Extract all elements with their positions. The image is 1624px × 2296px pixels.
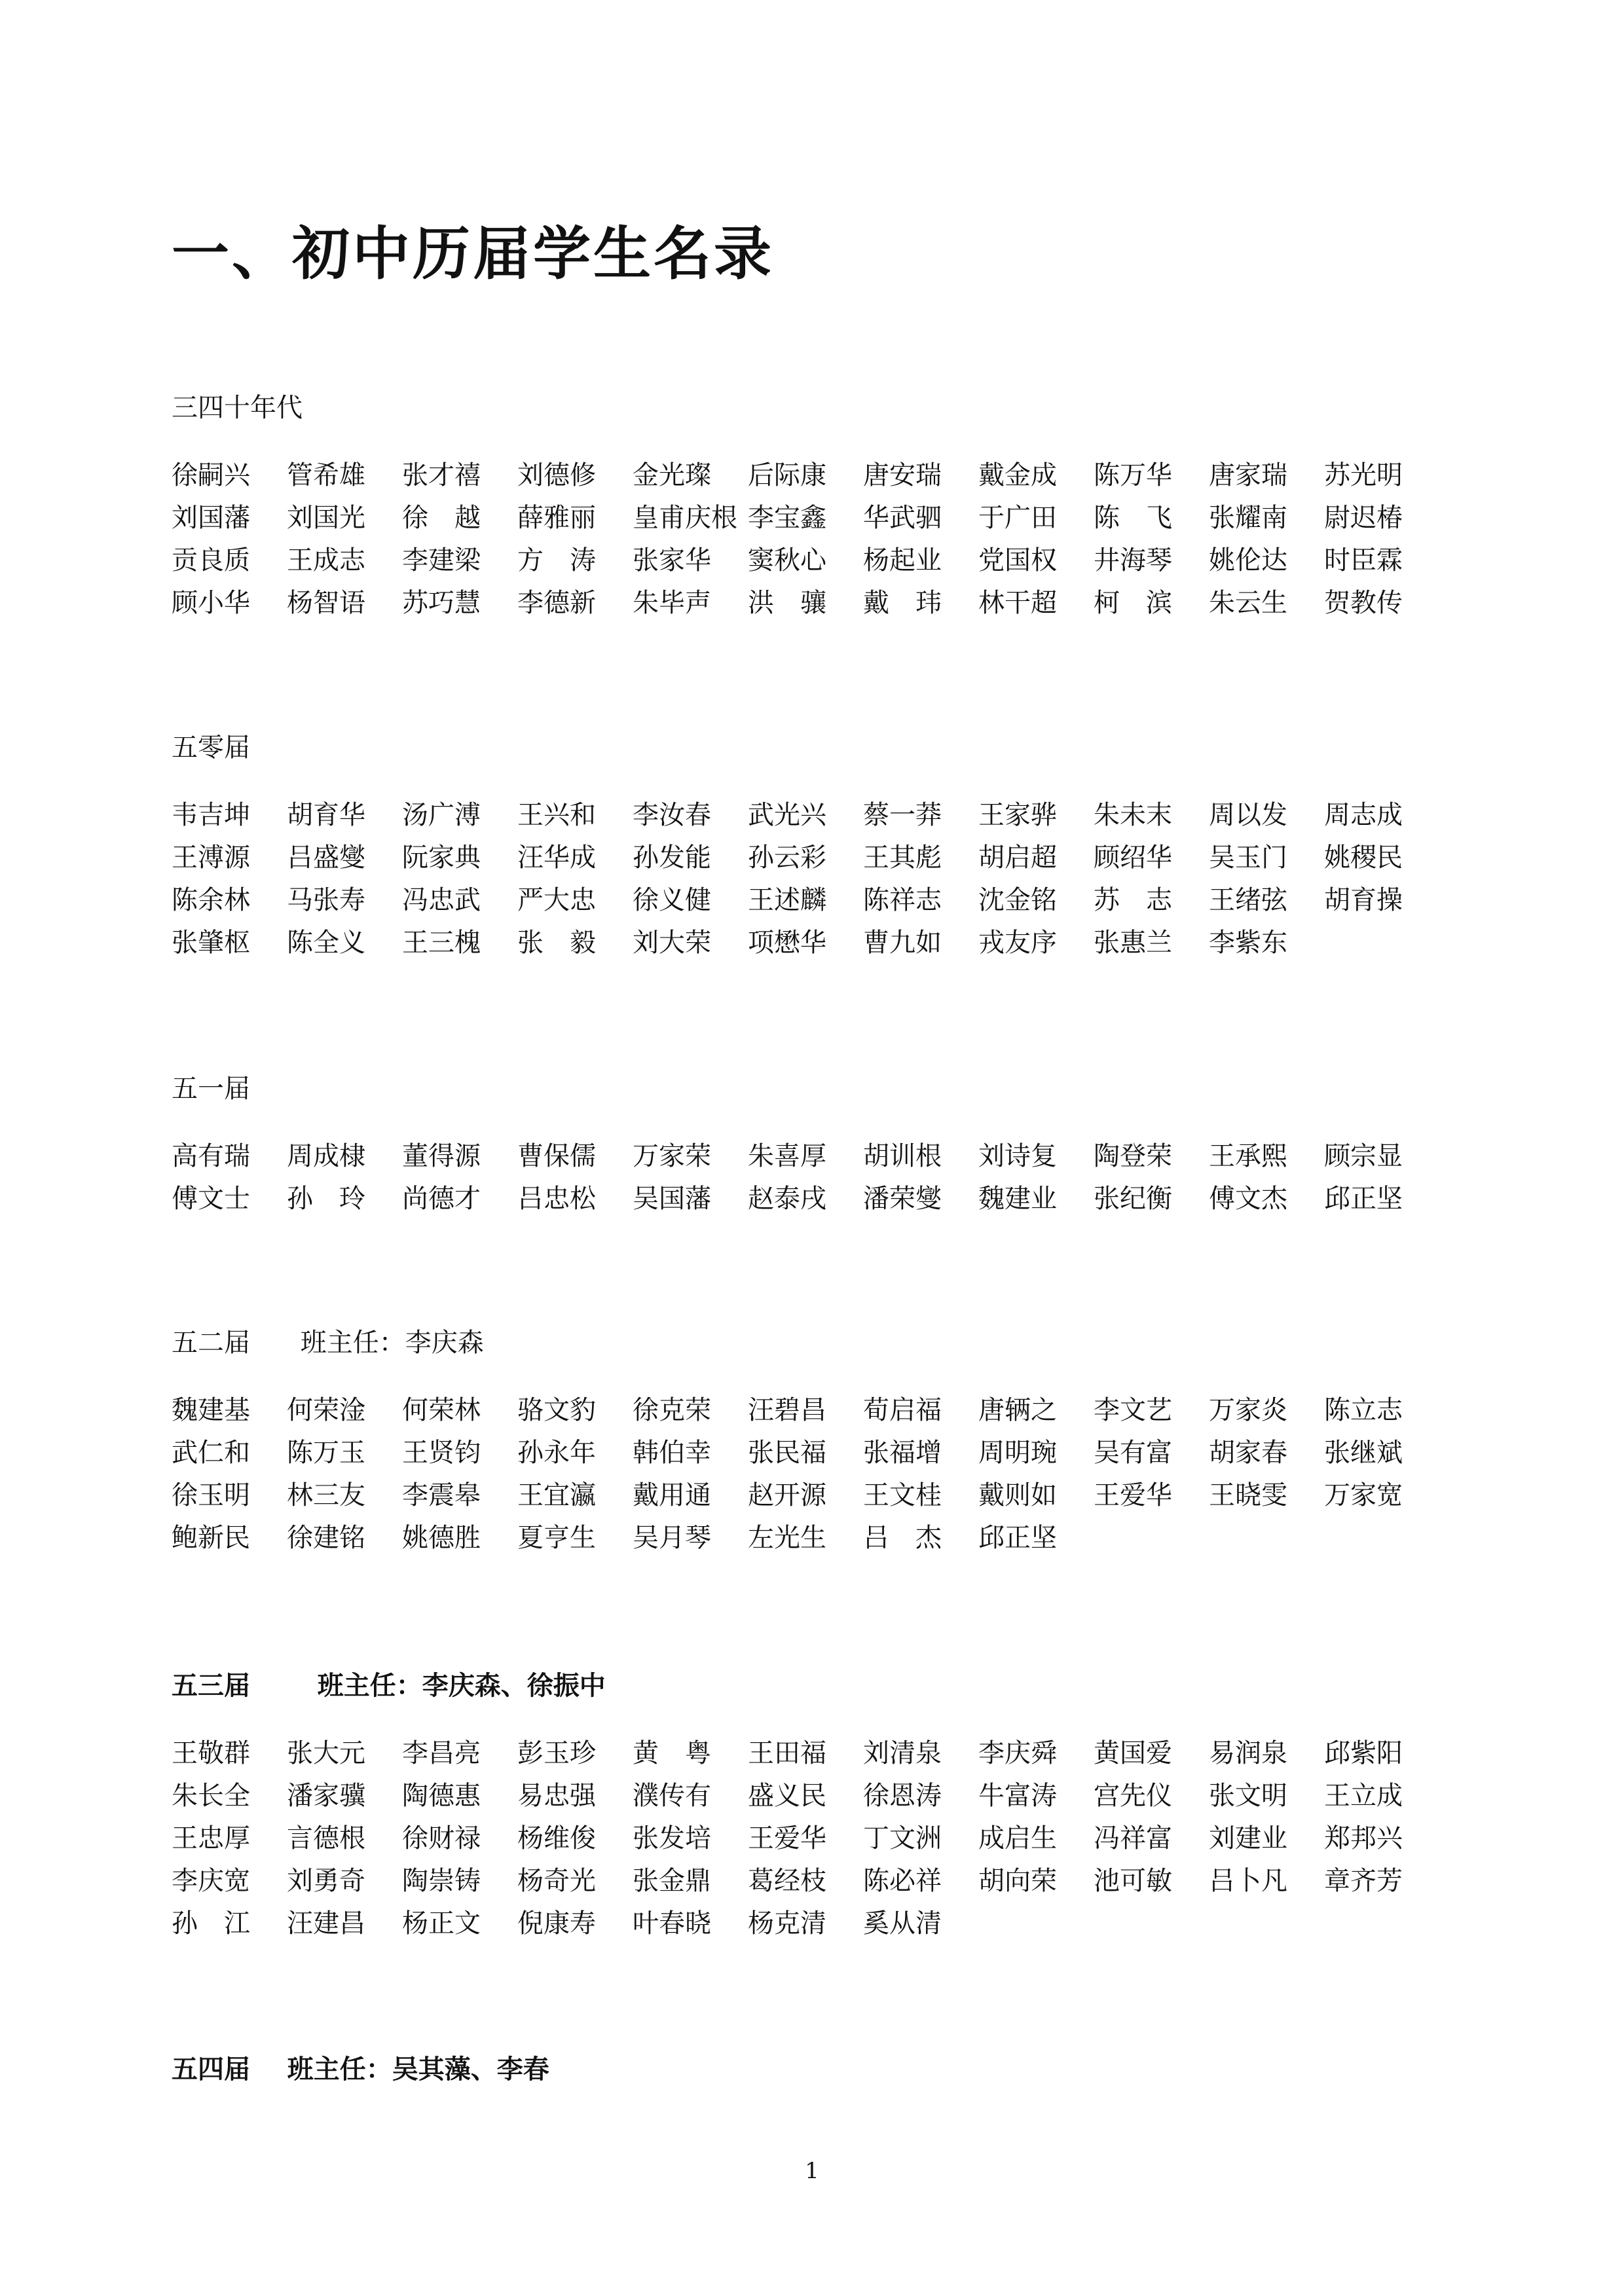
student-name: 吕盛燮 xyxy=(287,843,365,873)
student-name: 窦秋心 xyxy=(748,545,826,575)
student-name: 王三槐 xyxy=(402,928,481,958)
student-name: 陈祥志 xyxy=(863,885,942,915)
student-name: 贡良质 xyxy=(172,545,250,575)
student-name: 赵开源 xyxy=(748,1480,826,1510)
student-name: 张才禧 xyxy=(402,460,481,490)
student-name: 鲍新民 xyxy=(172,1523,250,1553)
section-1940s xyxy=(172,392,1481,625)
student-name: 张继斌 xyxy=(1324,1438,1403,1468)
student-name: 柯 滨 xyxy=(1094,588,1172,618)
student-name: 李庆宽 xyxy=(172,1866,250,1896)
student-name: 徐嗣兴 xyxy=(172,460,250,490)
student-name: 彭玉珍 xyxy=(517,1738,596,1768)
student-name: 戴则如 xyxy=(978,1480,1057,1510)
student-name: 徐恩涛 xyxy=(863,1781,942,1811)
student-name: 后际康 xyxy=(748,460,826,490)
student-name: 胡向荣 xyxy=(978,1866,1057,1896)
section-period: 五二届 xyxy=(172,1328,250,1358)
student-name: 冯祥富 xyxy=(1094,1823,1172,1853)
student-name: 高有瑞 xyxy=(172,1141,250,1171)
student-name: 徐建铭 xyxy=(287,1523,365,1553)
student-name: 章齐芳 xyxy=(1324,1866,1403,1896)
section-heading xyxy=(172,392,1481,424)
student-name: 傅文士 xyxy=(172,1184,250,1214)
student-name: 张民福 xyxy=(748,1438,826,1468)
student-name: 王述麟 xyxy=(748,885,826,915)
student-name: 丁文洲 xyxy=(863,1823,942,1853)
student-name: 薛雅丽 xyxy=(517,503,596,533)
student-name: 党国权 xyxy=(978,545,1057,575)
section-period: 五零届 xyxy=(172,733,250,763)
student-name: 尚德才 xyxy=(402,1184,481,1214)
student-name: 胡训根 xyxy=(863,1141,942,1171)
student-name: 杨克清 xyxy=(748,1908,826,1939)
student-list xyxy=(172,454,1481,625)
student-name: 金光璨 xyxy=(633,460,711,490)
section-1952 xyxy=(172,1326,1481,1559)
student-name: 易忠强 xyxy=(517,1781,596,1811)
student-name: 骆文豹 xyxy=(517,1395,596,1425)
student-name: 汪碧昌 xyxy=(748,1395,826,1425)
student-name: 李德新 xyxy=(517,588,596,618)
section-period: 五一届 xyxy=(172,1074,250,1104)
student-name: 郑邦兴 xyxy=(1324,1823,1403,1853)
student-name: 左光生 xyxy=(748,1523,826,1553)
student-name: 万家宽 xyxy=(1324,1480,1403,1510)
student-name: 贺教传 xyxy=(1324,588,1403,618)
student-name: 方 涛 xyxy=(517,545,596,575)
student-name: 林干超 xyxy=(978,588,1057,618)
student-name: 杨正文 xyxy=(402,1908,481,1939)
student-name: 姚德胜 xyxy=(402,1523,481,1553)
student-name: 王爱华 xyxy=(748,1823,826,1853)
student-name: 尉迟椿 xyxy=(1324,503,1403,533)
section-heading xyxy=(172,1326,1481,1359)
student-name: 牛富涛 xyxy=(978,1781,1057,1811)
student-name: 张肇枢 xyxy=(172,928,250,958)
student-name: 张文明 xyxy=(1209,1781,1287,1811)
student-name: 苏光明 xyxy=(1324,460,1403,490)
student-name: 张惠兰 xyxy=(1094,928,1172,958)
student-name: 王家骅 xyxy=(978,800,1057,830)
student-name: 杨奇光 xyxy=(517,1866,596,1896)
student-name: 宫先仪 xyxy=(1094,1781,1172,1811)
student-name: 顾小华 xyxy=(172,588,250,618)
student-name: 濮传有 xyxy=(633,1781,711,1811)
section-1951 xyxy=(172,1072,1481,1220)
student-name: 李建梁 xyxy=(402,545,481,575)
student-name: 叶春晓 xyxy=(633,1908,711,1939)
student-name: 李震皋 xyxy=(402,1480,481,1510)
student-name: 易润泉 xyxy=(1209,1738,1287,1768)
student-name: 徐财禄 xyxy=(402,1823,481,1853)
student-name: 李昌亮 xyxy=(402,1738,481,1768)
student-name: 曹九如 xyxy=(863,928,942,958)
student-name: 马张寿 xyxy=(287,885,365,915)
student-name: 冯忠武 xyxy=(402,885,481,915)
student-name: 陈万玉 xyxy=(287,1438,365,1468)
student-name: 徐 越 xyxy=(402,503,481,533)
section-teacher: 班主任：李庆森、徐振中 xyxy=(317,1671,606,1701)
student-name: 王晓雯 xyxy=(1209,1480,1287,1510)
student-name: 言德根 xyxy=(287,1823,365,1853)
student-name: 韦吉坤 xyxy=(172,800,250,830)
student-name: 陈全义 xyxy=(287,928,365,958)
student-name: 唐家瑞 xyxy=(1209,460,1287,490)
student-name: 吕卜凡 xyxy=(1209,1866,1287,1896)
student-name: 戴金成 xyxy=(978,460,1057,490)
student-name: 夏亨生 xyxy=(517,1523,596,1553)
student-name: 张大元 xyxy=(287,1738,365,1768)
student-name: 杨维俊 xyxy=(517,1823,596,1853)
student-name: 陶崇铸 xyxy=(402,1866,481,1896)
student-name: 井海琴 xyxy=(1094,545,1172,575)
student-name: 孙 玲 xyxy=(287,1184,365,1214)
student-name: 王溥源 xyxy=(172,843,250,873)
student-name: 吕 杰 xyxy=(863,1523,942,1553)
student-name: 吕忠松 xyxy=(517,1184,596,1214)
student-name: 朱云生 xyxy=(1209,588,1287,618)
student-name: 刘勇奇 xyxy=(287,1866,365,1896)
student-name: 孙云彩 xyxy=(748,843,826,873)
student-name: 项懋华 xyxy=(748,928,826,958)
page-number: 1 xyxy=(805,2158,819,2184)
student-name: 管希雄 xyxy=(287,460,365,490)
student-name: 唐安瑞 xyxy=(863,460,942,490)
student-name: 周明琬 xyxy=(978,1438,1057,1468)
student-name: 奚从清 xyxy=(863,1908,942,1939)
section-heading xyxy=(172,1669,1481,1702)
student-name: 陈必祥 xyxy=(863,1866,942,1896)
student-name: 王其彪 xyxy=(863,843,942,873)
student-name: 苏巧慧 xyxy=(402,588,481,618)
student-name: 朱长全 xyxy=(172,1781,250,1811)
student-name: 汤广溥 xyxy=(402,800,481,830)
student-name: 王兴和 xyxy=(517,800,596,830)
student-name: 杨起业 xyxy=(863,545,942,575)
student-name: 张金鼎 xyxy=(633,1866,711,1896)
student-name: 武仁和 xyxy=(172,1438,250,1468)
student-name: 戎友序 xyxy=(978,928,1057,958)
student-name: 徐义健 xyxy=(633,885,711,915)
student-name: 董得源 xyxy=(402,1141,481,1171)
student-name: 魏建基 xyxy=(172,1395,250,1425)
student-name: 胡家春 xyxy=(1209,1438,1287,1468)
student-name: 魏建业 xyxy=(978,1184,1057,1214)
student-name: 汪建昌 xyxy=(287,1908,365,1939)
student-name: 邱正坚 xyxy=(978,1523,1057,1553)
student-name: 徐克荣 xyxy=(633,1395,711,1425)
student-name: 成启生 xyxy=(978,1823,1057,1853)
student-name: 王宜瀛 xyxy=(517,1480,596,1510)
student-name: 万家炎 xyxy=(1209,1395,1287,1425)
section-heading xyxy=(172,731,1481,764)
student-name: 王贤钧 xyxy=(402,1438,481,1468)
student-list xyxy=(172,1389,1481,1559)
student-name: 孙发能 xyxy=(633,843,711,873)
student-name: 李文艺 xyxy=(1094,1395,1172,1425)
student-name: 朱毕声 xyxy=(633,588,711,618)
student-name: 张福增 xyxy=(863,1438,942,1468)
student-name: 陈余林 xyxy=(172,885,250,915)
student-name: 孙 江 xyxy=(172,1908,250,1939)
student-name: 王忠厚 xyxy=(172,1823,250,1853)
student-name: 李庆舜 xyxy=(978,1738,1057,1768)
student-name: 潘荣燮 xyxy=(863,1184,942,1214)
student-name: 吴有富 xyxy=(1094,1438,1172,1468)
student-name: 林三友 xyxy=(287,1480,365,1510)
student-list xyxy=(172,1732,1481,1945)
student-name: 张 毅 xyxy=(517,928,596,958)
student-name: 倪康寿 xyxy=(517,1908,596,1939)
student-name: 王绪弦 xyxy=(1209,885,1287,915)
student-name: 顾宗显 xyxy=(1324,1141,1403,1171)
student-name: 陶德惠 xyxy=(402,1781,481,1811)
student-name: 池可敏 xyxy=(1094,1866,1172,1896)
student-name: 姚稷民 xyxy=(1324,843,1403,873)
student-name: 刘国藩 xyxy=(172,503,250,533)
student-name: 汪华成 xyxy=(517,843,596,873)
student-name: 周志成 xyxy=(1324,800,1403,830)
student-name: 李宝鑫 xyxy=(748,503,826,533)
student-name: 沈金铭 xyxy=(978,885,1057,915)
student-name: 孙永年 xyxy=(517,1438,596,1468)
student-name: 黄国爱 xyxy=(1094,1738,1172,1768)
student-name: 胡启超 xyxy=(978,843,1057,873)
student-name: 张纪衡 xyxy=(1094,1184,1172,1214)
student-name: 戴 玮 xyxy=(863,588,942,618)
student-name: 王敬群 xyxy=(172,1738,250,1768)
student-name: 王成志 xyxy=(287,545,365,575)
student-name: 皇甫庆根 xyxy=(633,503,737,533)
student-name: 吴月琴 xyxy=(633,1523,711,1553)
student-name: 戴用通 xyxy=(633,1480,711,1510)
student-name: 杨智语 xyxy=(287,588,365,618)
section-period: 五三届 xyxy=(172,1671,250,1701)
student-name: 赵泰戌 xyxy=(748,1184,826,1214)
student-name: 顾绍华 xyxy=(1094,843,1172,873)
student-name: 刘诗复 xyxy=(978,1141,1057,1171)
student-name: 华武驷 xyxy=(863,503,942,533)
student-name: 何荣淦 xyxy=(287,1395,365,1425)
student-name: 吴玉门 xyxy=(1209,843,1287,873)
student-name: 朱未末 xyxy=(1094,800,1172,830)
student-name: 吴国藩 xyxy=(633,1184,711,1214)
student-name: 阮家典 xyxy=(402,843,481,873)
student-name: 曹保儒 xyxy=(517,1141,596,1171)
student-name: 张耀南 xyxy=(1209,503,1287,533)
student-name: 邱紫阳 xyxy=(1324,1738,1403,1768)
student-name: 刘德修 xyxy=(517,460,596,490)
student-name: 蔡一莽 xyxy=(863,800,942,830)
section-period: 三四十年代 xyxy=(172,393,303,423)
student-name: 周成棣 xyxy=(287,1141,365,1171)
page-title: 一、初中历届学生名录 xyxy=(172,220,775,287)
section-1950 xyxy=(172,731,1481,964)
student-name: 刘清泉 xyxy=(863,1738,942,1768)
student-name: 荀启福 xyxy=(863,1395,942,1425)
student-name: 韩伯幸 xyxy=(633,1438,711,1468)
student-name: 陶登荣 xyxy=(1094,1141,1172,1171)
student-name: 于广田 xyxy=(978,503,1057,533)
section-period: 五四届 xyxy=(172,2054,250,2085)
student-name: 王爱华 xyxy=(1094,1480,1172,1510)
student-name: 唐辆之 xyxy=(978,1395,1057,1425)
student-list xyxy=(172,1135,1481,1220)
student-name: 陈万华 xyxy=(1094,460,1172,490)
student-name: 傅文杰 xyxy=(1209,1184,1287,1214)
student-name: 刘建业 xyxy=(1209,1823,1287,1853)
student-name: 刘大荣 xyxy=(633,928,711,958)
student-list xyxy=(172,794,1481,964)
student-name: 洪 骧 xyxy=(748,588,826,618)
student-name: 苏 志 xyxy=(1094,885,1172,915)
student-name: 时臣霖 xyxy=(1324,545,1403,575)
student-name: 胡育华 xyxy=(287,800,365,830)
student-name: 何荣林 xyxy=(402,1395,481,1425)
student-name: 陈 飞 xyxy=(1094,503,1172,533)
student-name: 王承熙 xyxy=(1209,1141,1287,1171)
section-teacher: 班主任：李庆森 xyxy=(300,1328,484,1358)
student-name: 周以发 xyxy=(1209,800,1287,830)
student-name: 盛义民 xyxy=(748,1781,826,1811)
student-name: 万家荣 xyxy=(633,1141,711,1171)
student-name: 王文桂 xyxy=(863,1480,942,1510)
student-name: 严大忠 xyxy=(517,885,596,915)
section-heading xyxy=(172,2053,1481,2086)
student-name: 葛经枝 xyxy=(748,1866,826,1896)
section-heading xyxy=(172,1072,1481,1105)
student-name: 王立成 xyxy=(1324,1781,1403,1811)
student-name: 徐玉明 xyxy=(172,1480,250,1510)
student-name: 潘家骥 xyxy=(287,1781,365,1811)
student-name: 张家华 xyxy=(633,545,711,575)
section-1954 xyxy=(172,2053,1481,2086)
section-teacher: 班主任：吴其藻、李春 xyxy=(287,2054,549,2085)
student-name: 武光兴 xyxy=(748,800,826,830)
student-name: 胡育操 xyxy=(1324,885,1403,915)
student-name: 朱喜厚 xyxy=(748,1141,826,1171)
student-name: 李汝春 xyxy=(633,800,711,830)
student-name: 王田福 xyxy=(748,1738,826,1768)
student-name: 张发培 xyxy=(633,1823,711,1853)
student-name: 陈立志 xyxy=(1324,1395,1403,1425)
section-1953 xyxy=(172,1669,1481,1945)
student-name: 邱正坚 xyxy=(1324,1184,1403,1214)
student-name: 李紫东 xyxy=(1209,928,1287,958)
student-name: 刘国光 xyxy=(287,503,365,533)
student-name: 姚伦达 xyxy=(1209,545,1287,575)
student-name: 黄 粤 xyxy=(633,1738,711,1768)
